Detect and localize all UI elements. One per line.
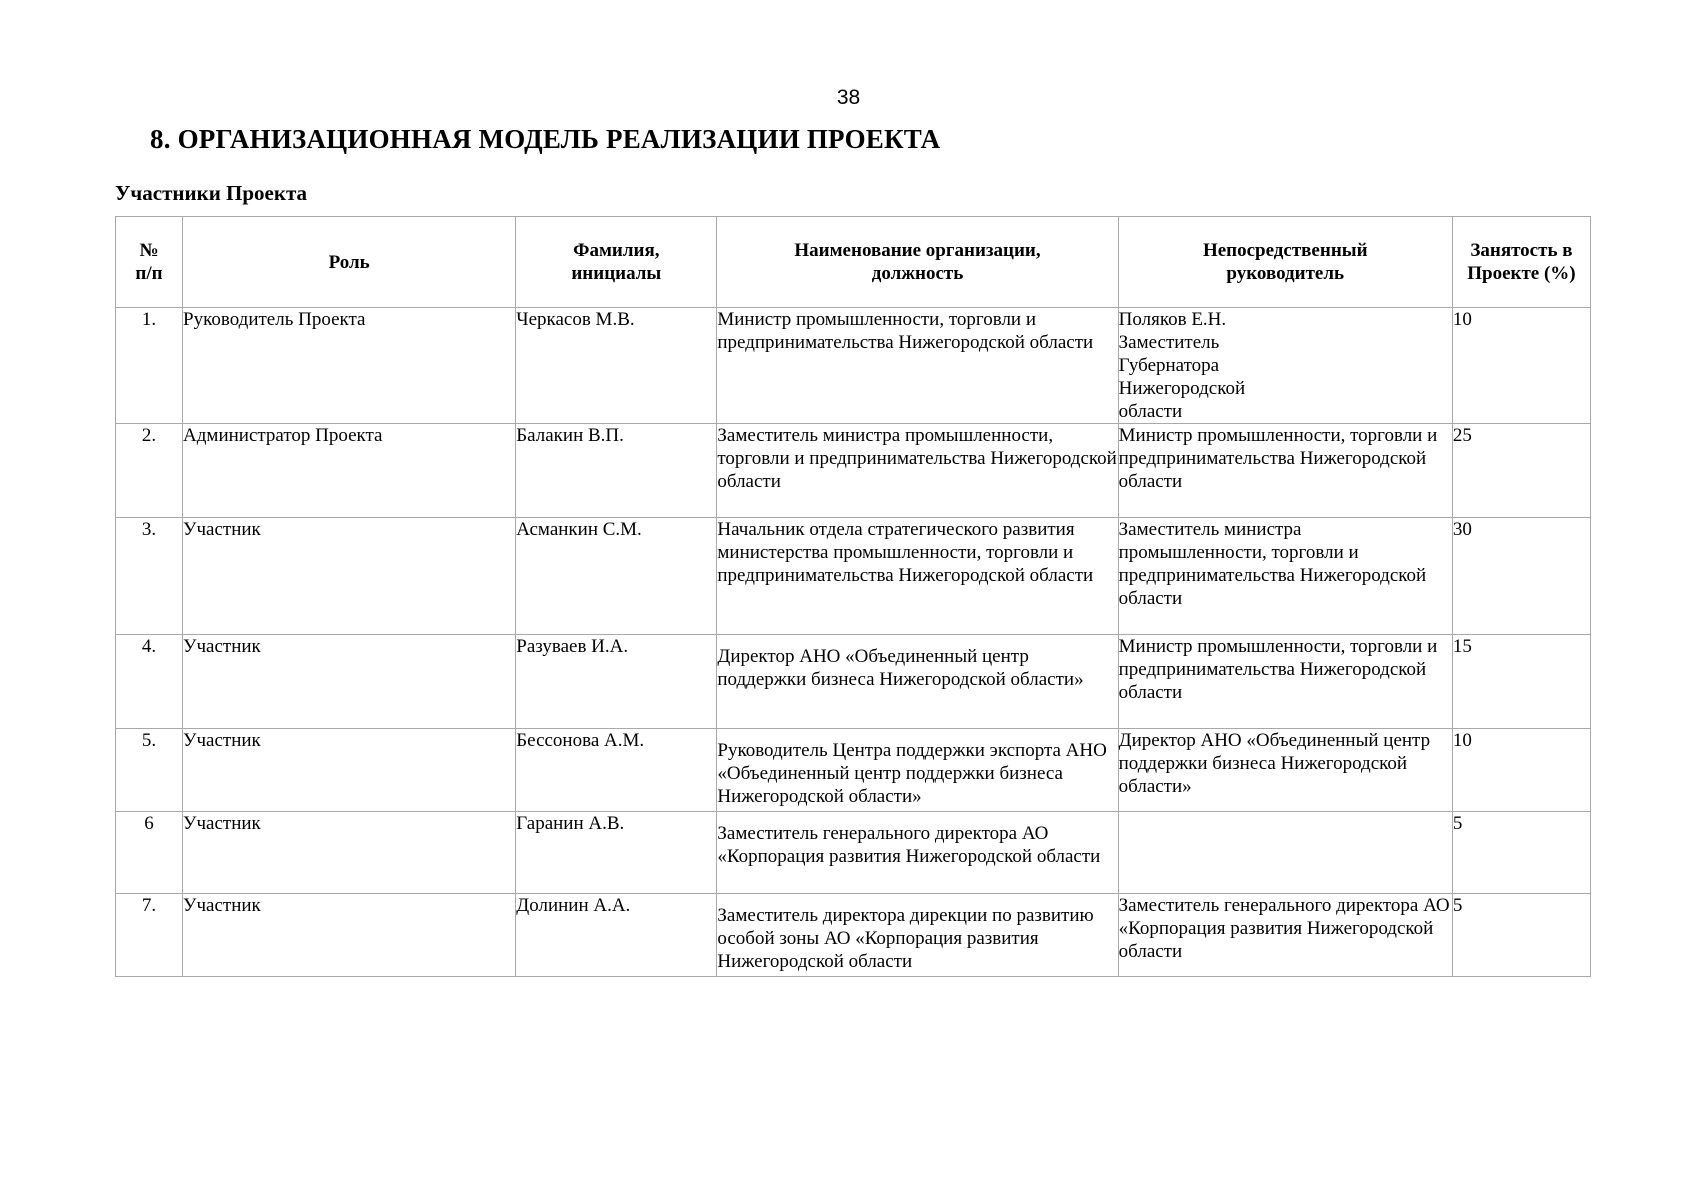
row-num: 2. (116, 424, 183, 518)
row-role: Участник (183, 812, 516, 894)
section-title: 8. ОРГАНИЗАЦИОННАЯ МОДЕЛЬ РЕАЛИЗАЦИИ ПРОЕКТА (150, 124, 941, 154)
page-number: 38 (836, 86, 861, 109)
row-name: Балакин В.П. (516, 424, 717, 518)
row-role: Участник (183, 729, 516, 812)
row-org: Заместитель директора дирекции по развитию особой зоны АО «Корпорация развития Нижегородской области (717, 894, 1118, 977)
table-row (116, 812, 1591, 894)
row-boss: Министр промышленности, торговли и предпринимательства Нижегородской области (1118, 424, 1452, 518)
row-load: 5 (1452, 812, 1590, 894)
table-row (116, 729, 1591, 812)
row-load: 15 (1452, 635, 1590, 729)
row-boss: Поляков Е.Н. Заместитель Губернатора Нижегородской области (1118, 308, 1452, 424)
header-org: Наименование организации, должность (717, 217, 1118, 308)
subsection-title: Участники Проекта (115, 181, 308, 205)
table-header-row (116, 217, 1591, 308)
row-org: Министр промышленности, торговли и предпринимательства Нижегородской области (717, 308, 1118, 424)
row-org: Руководитель Центра поддержки экспорта АНО «Объединенный центр поддержки бизнеса Нижегородской области» (717, 729, 1118, 812)
row-name: Асманкин С.М. (516, 518, 717, 635)
row-role: Участник (183, 635, 516, 729)
row-name: Бессонова А.М. (516, 729, 717, 812)
row-load: 25 (1452, 424, 1590, 518)
row-num: 5. (116, 729, 183, 812)
header-name: Фамилия, инициалы (516, 217, 717, 308)
table-row (116, 518, 1591, 635)
row-name: Разуваев И.А. (516, 635, 717, 729)
row-boss: Заместитель министра промышленности, торговли и предпринимательства Нижегородской области (1118, 518, 1452, 635)
participants-table (115, 216, 1591, 977)
row-load: 10 (1452, 308, 1590, 424)
row-name: Гаранин А.В. (516, 812, 717, 894)
row-role: Участник (183, 894, 516, 977)
header-role: Роль (183, 217, 516, 308)
row-boss: Министр промышленности, торговли и предпринимательства Нижегородской области (1118, 635, 1452, 729)
table-row (116, 308, 1591, 424)
row-role: Администратор Проекта (183, 424, 516, 518)
row-org: Директор АНО «Объединенный центр поддержки бизнеса Нижегородской области» (717, 635, 1118, 729)
header-num: № п/п (116, 217, 183, 308)
row-load: 10 (1452, 729, 1590, 812)
header-boss: Непосредственный руководитель (1118, 217, 1452, 308)
row-num: 7. (116, 894, 183, 977)
row-org: Заместитель министра промышленности, торговли и предпринимательства Нижегородской области (717, 424, 1118, 518)
table-row (116, 894, 1591, 977)
row-boss: Директор АНО «Объединенный центр поддержки бизнеса Нижегородской области» (1118, 729, 1452, 812)
row-org: Начальник отдела стратегического развития министерства промышленности, торговли и предпринимательства Нижегородской области (717, 518, 1118, 635)
row-load: 5 (1452, 894, 1590, 977)
row-role: Участник (183, 518, 516, 635)
row-num: 3. (116, 518, 183, 635)
table-row (116, 424, 1591, 518)
row-name: Долинин А.А. (516, 894, 717, 977)
row-name: Черкасов М.В. (516, 308, 717, 424)
row-num: 6 (116, 812, 183, 894)
row-role: Руководитель Проекта (183, 308, 516, 424)
row-num: 1. (116, 308, 183, 424)
header-load: Занятость в Проекте (%) (1452, 217, 1590, 308)
row-boss (1118, 812, 1452, 894)
table-row (116, 635, 1591, 729)
row-num: 4. (116, 635, 183, 729)
row-boss: Заместитель генерального директора АО «Корпорация развития Нижегородской области (1118, 894, 1452, 977)
row-org: Заместитель генерального директора АО «Корпорация развития Нижегородской области (717, 812, 1118, 894)
row-load: 30 (1452, 518, 1590, 635)
